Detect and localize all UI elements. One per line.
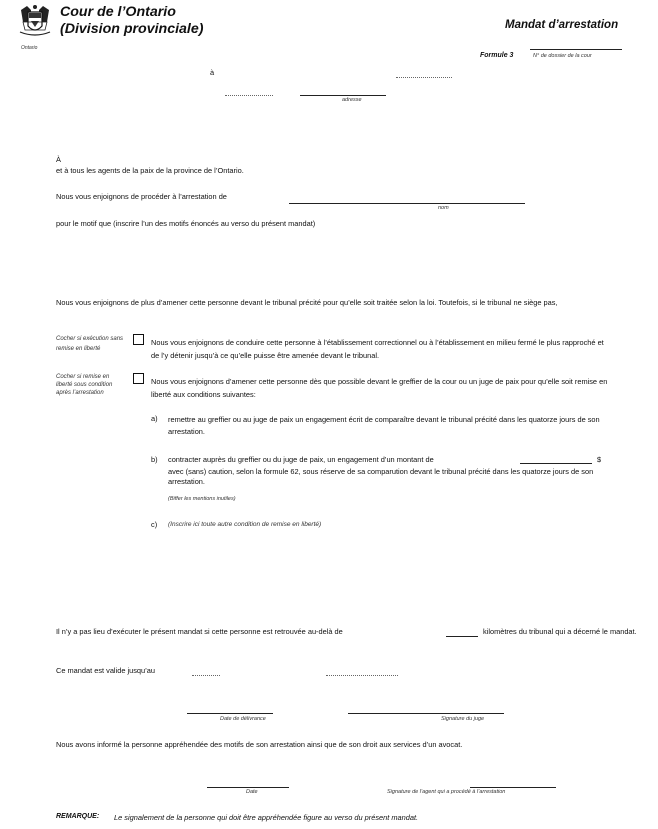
sub-b-label: b) [151, 455, 158, 464]
date-of-issue-field[interactable] [187, 713, 273, 714]
informed-statement: Nous avons informé la personne appréhendée des motifs de son arrestation ainsi que de son droit aux services d’un avocat. [56, 740, 463, 749]
valid-until-label: Ce mandat est valide jusqu’au [56, 666, 156, 675]
officer-signature-field[interactable] [470, 787, 556, 788]
sub-b-line2: avec (sans) caution, selon la formule 62, sous réserve de sa comparution devant le tribunal précité dans les quatorze jours de son arrestation. [168, 467, 594, 486]
date-of-issue-label: Date de délivrance [220, 716, 266, 722]
arrest-command: Nous vous enjoignons de procéder à l’arrestation de [56, 192, 227, 201]
sub-b-dollar: $ [597, 455, 602, 464]
person-name-field[interactable] [289, 203, 525, 204]
distance-statement-part2: kilomètres du tribunal qui a décerné le mandat. [483, 627, 637, 636]
distance-statement-part1: Il n’y a pas lieu d’exécuter le présent mandat si cette personne est retrouvée au-delà de [56, 627, 343, 636]
judge-signature-field[interactable] [348, 713, 504, 714]
court-title-line1: Cour de l’Ontario [60, 4, 176, 20]
valid-until-date-field-2[interactable] [326, 675, 398, 676]
court-address-field[interactable] [300, 95, 386, 96]
option2-checkbox[interactable] [133, 373, 144, 384]
reason-line: pour le motif que (inscrire l’un des motifs énoncés au verso du présent mandat) [56, 219, 316, 228]
sub-b-note: (Biffer les mentions inutiles) [168, 496, 236, 502]
docket-number-line[interactable] [530, 49, 622, 50]
name-label: nom [438, 205, 449, 211]
distance-km-field[interactable] [446, 636, 478, 637]
arrest-date-field[interactable] [207, 787, 289, 788]
court-address-field-left[interactable] [225, 95, 273, 96]
court-location-field[interactable] [396, 77, 452, 78]
bail-amount-field[interactable] [520, 463, 592, 464]
sub-c-text: (Inscrire ici toute autre condition de remise en liberté) [168, 521, 322, 528]
option1-checkbox[interactable] [133, 334, 144, 345]
option1-side-note: Cocher si exécution sans remise en liberté [56, 336, 124, 352]
at-prefix: à [210, 68, 215, 77]
sub-a-text: remettre au greffier ou au juge de paix un engagement écrit de comparaître devant le tribunal précité dans les quatorze jours de son arrestation. [168, 415, 600, 436]
remark-text: Le signalement de la personne qui doit être appréhendée figure au verso du présent mandat. [114, 813, 419, 822]
form-title: Mandat d’arrestation [505, 19, 619, 31]
address-label: adresse [342, 97, 362, 103]
form-number: Formule 3 [480, 52, 514, 59]
bring-before-court: Nous vous enjoignons de plus d’amener cette personne devant le tribunal précité pour qu’elle soit traitée selon la loi. Toutefois, si le tribunal ne siège pas, [56, 298, 558, 307]
ontario-crest-icon [17, 4, 53, 44]
arrest-date-label: Date [246, 789, 258, 795]
court-title [60, 4, 203, 38]
valid-until-date-field[interactable] [192, 675, 220, 676]
remark-label: REMARQUE: [56, 813, 100, 820]
to-label: À [56, 155, 61, 164]
sub-c-label: c) [151, 520, 158, 529]
option2-side-note: Cocher si remise en liberté sous condition après l’arrestation [56, 374, 113, 396]
judge-signature-label: Signature du juge [441, 716, 485, 722]
option1-text: Nous vous enjoignons de conduire cette personne à l’établissement correctionnel ou à l’établissement en milieu fermé le plus rapproché et de l’y détenir jusqu’à ce qu’elle puisse être amenée devant le tribunal. [151, 338, 604, 360]
option2-text: Nous vous enjoignons d’amener cette personne dès que possible devant le greffier de la cour ou un juge de paix pour qu’elle soit remise en liberté aux conditions suivantes: [151, 377, 608, 399]
sub-a-label: a) [151, 414, 158, 423]
court-title-line2: (Division provinciale) [60, 21, 204, 37]
all-officers-line: et à tous les agents de la paix de la province de l’Ontario. [56, 166, 244, 175]
crest-caption: Ontario [21, 45, 38, 51]
docket-label: N° de dossier de la cour [533, 53, 592, 59]
sub-b-line1: contracter auprès du greffier ou du juge de paix, un engagement d’un montant de [168, 455, 434, 464]
officer-signature-label: Signature de l’agent qui a procédé à l’arrestation [387, 789, 506, 795]
